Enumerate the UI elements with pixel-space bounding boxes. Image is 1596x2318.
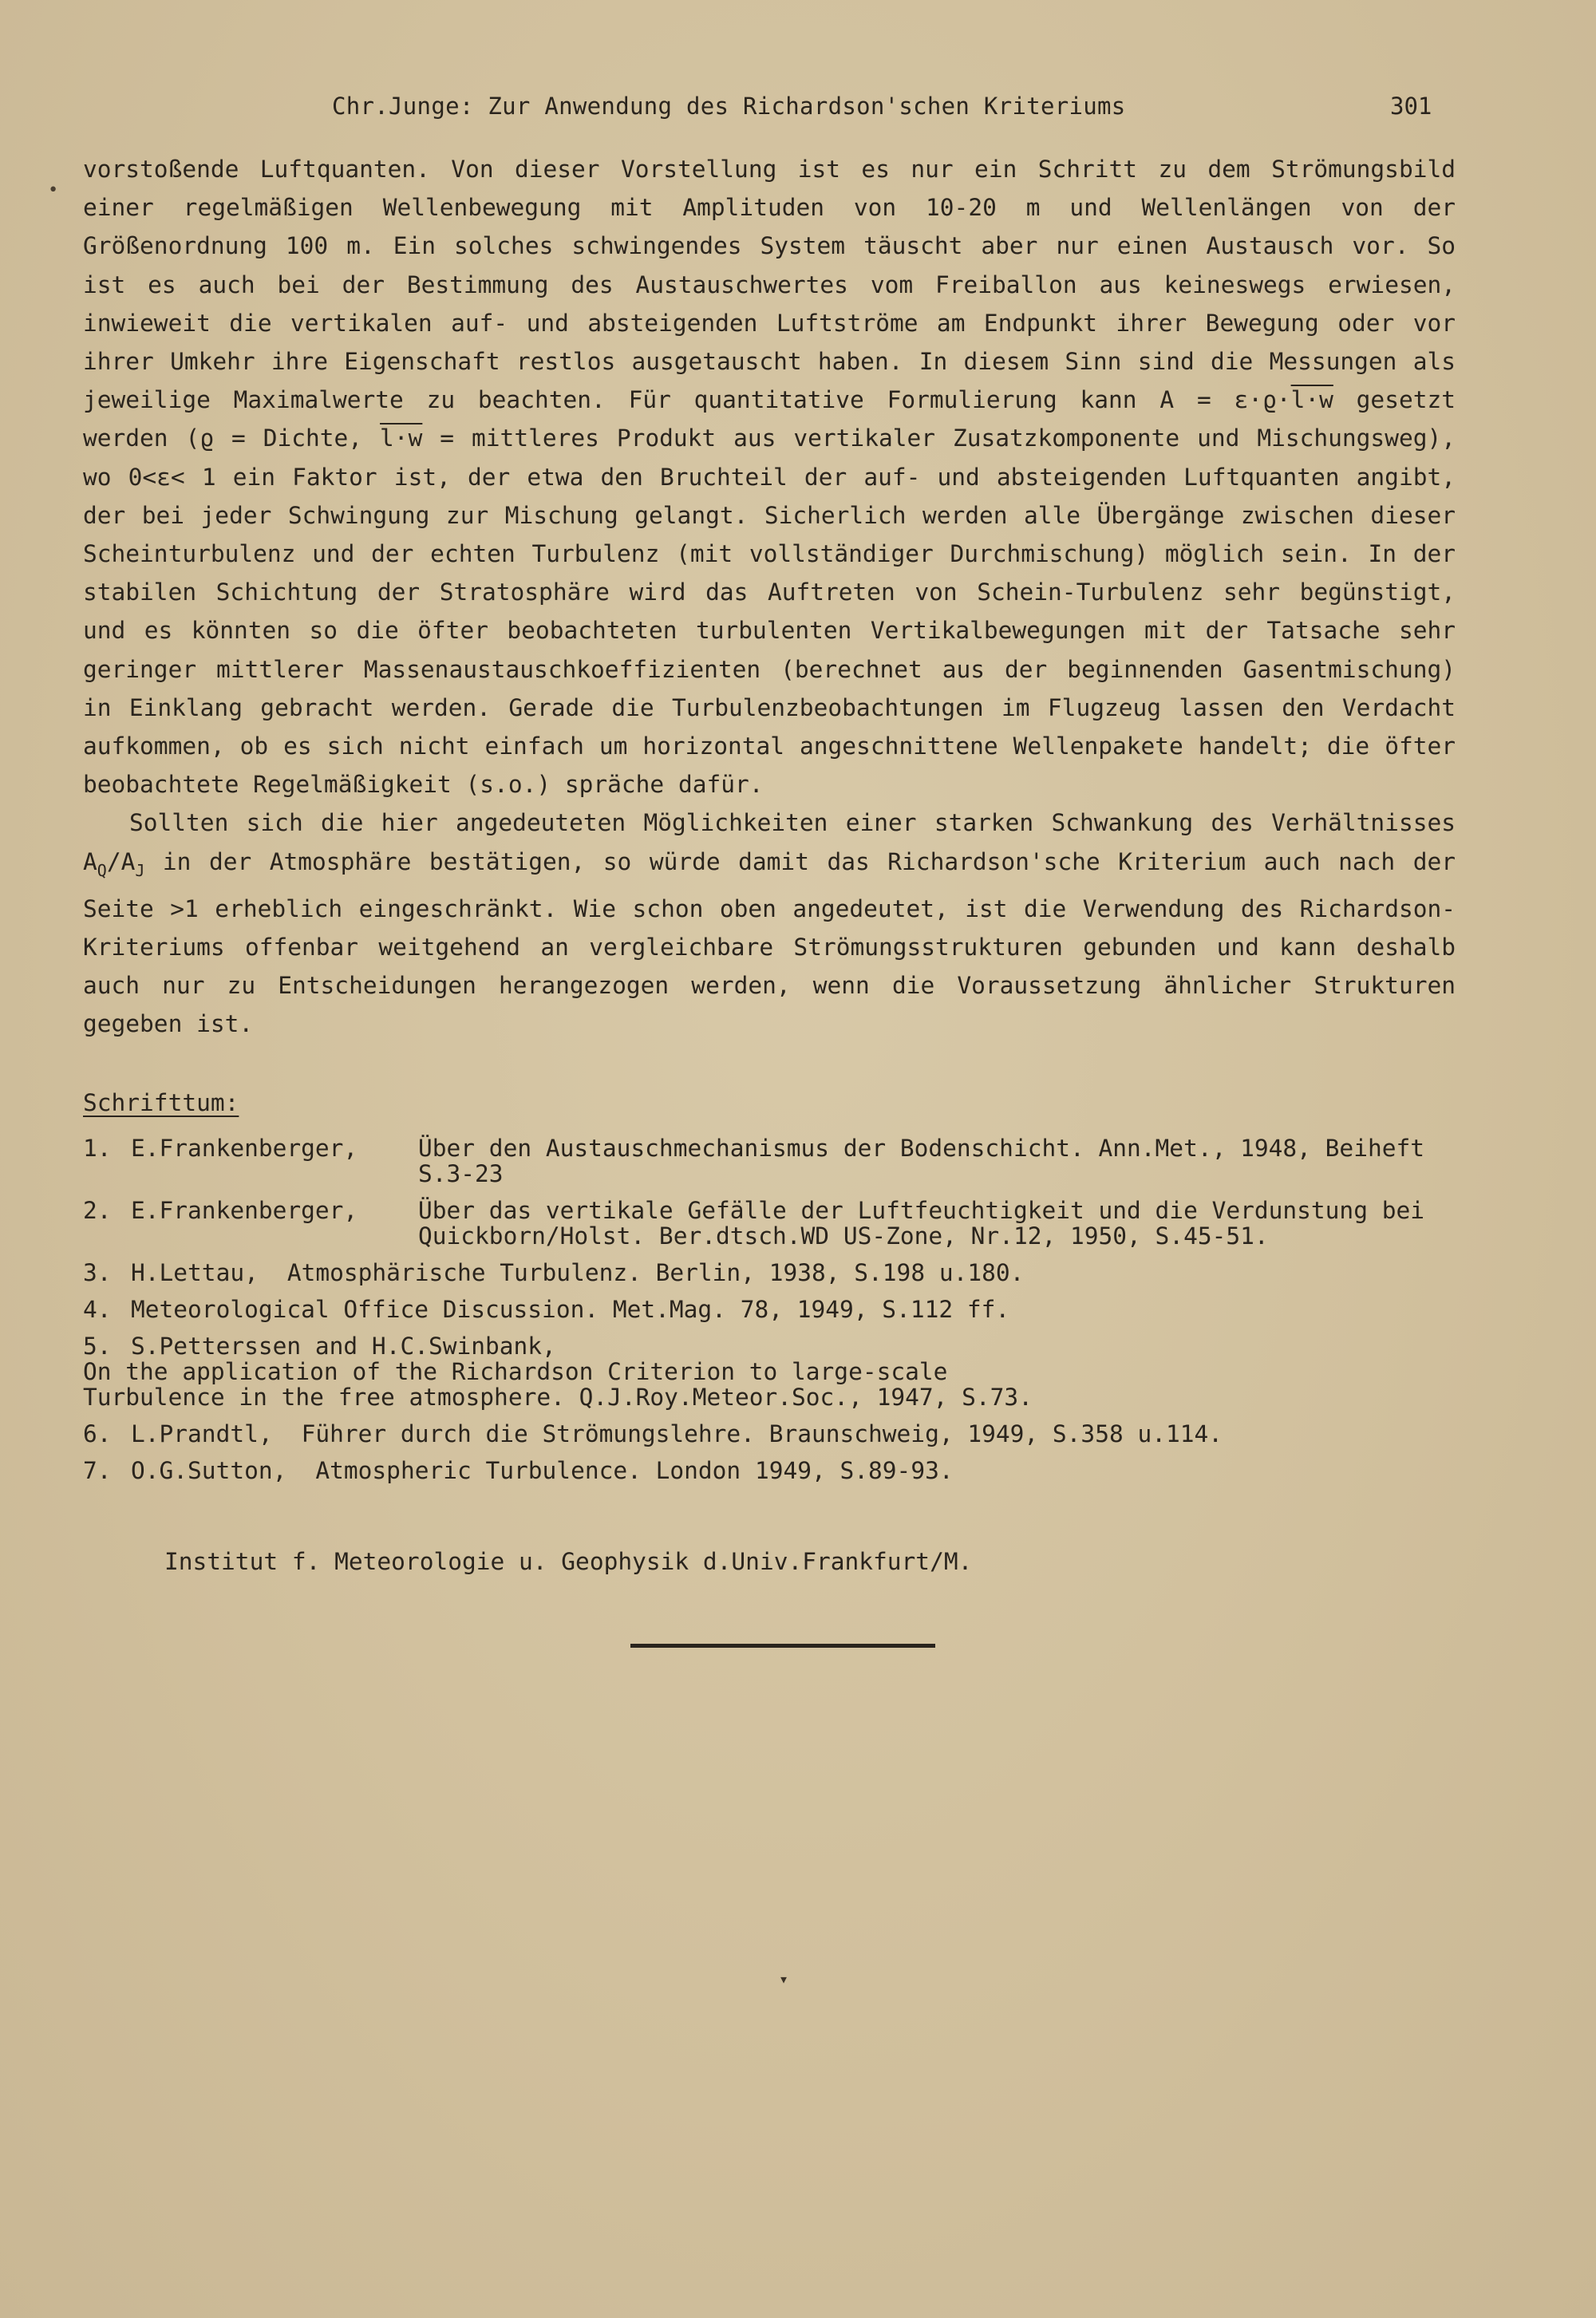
reference-number: 6. [83,1420,112,1447]
subscript-q: Q [97,860,107,880]
reference-text: Meteorological Office Discussion. Met.Mag. 78, 1949, S.112 ff. [131,1296,1010,1323]
reference-item [83,1135,1487,1187]
product-overline-1: l·w [1290,386,1333,414]
reference-author: E.Frankenberger, [131,1135,358,1162]
reference-item [83,1458,1487,1483]
subscript-j: J [135,860,145,880]
reference-number: 3. [83,1259,112,1286]
reference-author: S.Petterssen and H.C.Swinbank, [131,1333,556,1360]
paragraph-2-part-1: Sollten sich die hier angedeuteten Möglichkeiten einer starken Schwankung des Verhältnisses A [83,809,1456,875]
reference-number: 2. [83,1197,112,1224]
reference-item [83,1333,1487,1410]
end-rule [630,1644,935,1648]
margin-mark: • [48,180,59,200]
paragraph-1-part-3: = mittleres Produkt aus vertikaler Zusatzkomponente und Mischungsweg), wo 0<ε< 1 ein Faktor ist, der etwa den Bruchteil der auf- und absteigenden Luftquanten angibt, der bei jeder Schwingung zur Mischung gelangt. Sicherlich werden alle Übergänge zwischen dieser Scheinturbulenz und der echten Turbulenz (mit vollständiger Durchmischung) möglich sein. In der stabilen Schichtung der Stratosphäre wird das Auftreten von Schein-Turbulenz sehr begünstigt, und es könnten so die öfter beobachteten turbulenten Vertikalbewegungen mit der Tatsache sehr geringer mittlerer Massenaustauschkoeffizienten (berechnet aus der beginnenden Gasentmischung) in Einklang gebracht werden. Gerade die Turbulenzbeobachtungen im Flugzeug lassen den Verdacht aufkommen, ob es sich nicht einfach um horizontal angeschnittene Wellenpakete handelt; die öfter beobachtete Regelmäßigkeit (s.o.) spräche dafür. [83,425,1456,799]
page-number: 301 [1390,93,1432,120]
reference-text: Atmospheric Turbulence. London 1949, S.89-93. [315,1457,954,1484]
product-overline-2: l·w [380,425,423,452]
reference-item [83,1421,1487,1447]
institute-affiliation: Institut f. Meteorologie u. Geophysik d.Univ.Frankfurt/M. [164,1548,973,1575]
reference-number: 4. [83,1296,112,1323]
paragraph-2-part-2: in der Atmosphäre bestätigen, so würde damit das Richardson'sche Kriterium auch nach der Seite >1 erheblich eingeschränkt. Wie schon oben angedeutet, ist die Verwendung des Richardson-Kriteriums offenbar weitgehend an vergleichbare Strömungsstrukturen gebunden und kann deshalb auch nur zu Entscheidungen herangezogen werden, wenn die Voraussetzung ähnlicher Strukturen gegeben ist. [83,847,1456,1038]
references-heading: Schrifttum: [83,1089,239,1116]
paragraph-1 [83,150,1456,804]
reference-text: Über das vertikale Gefälle der Luftfeuchtigkeit und die Verdunstung bei Quickborn/Holst. Ber.dtsch.WD US-Zone, Nr.12, 1950, S.45-51. [418,1197,1424,1250]
ratio-slash: /A [106,847,136,875]
reference-author: E.Frankenberger, [131,1197,358,1224]
reference-text: Atmosphärische Turbulenz. Berlin, 1938, S.198 u.180. [286,1259,1025,1286]
reference-text: On the application of the Richardson Criterion to large-scale Turbulence in the free atmosphere. Q.J.Roy.Meteor.Soc., 1947, S.73. [83,1358,1033,1411]
running-header: Chr.Junge: Zur Anwendung des Richardson'schen Kriteriums [332,93,1126,120]
body-text [83,150,1456,1044]
references-section [83,1089,1487,1483]
reference-author: H.Lettau, [131,1259,259,1286]
reference-number: 1. [83,1135,112,1162]
paragraph-1-part-2: gesetzt werden (ϱ = Dichte, [83,386,1456,452]
paper-speck: ▾ [779,1969,789,1988]
reference-author: L.Prandtl, [131,1420,273,1447]
reference-item [83,1198,1487,1249]
reference-item [83,1297,1487,1322]
reference-number: 5. [83,1333,112,1360]
reference-text: Über den Austauschmechanismus der Bodenschicht. Ann.Met., 1948, Beiheft S.3-23 [418,1135,1424,1187]
paragraph-1-part-1: vorstoßende Luftquanten. Von dieser Vorstellung ist es nur ein Schritt zu dem Strömungsbild einer regelmäßigen Wellenbewegung mit Amplituden von 10-20 m und Wellenlängen von der Größenordnung 100 m. Ein solches schwingendes System täuscht aber nur einen Austausch vor. So ist es auch bei der Bestimmung des Austauschwertes vom Freiballon aus keineswegs erwiesen, inwieweit die vertikalen auf- und absteigenden Luftströme am Endpunkt ihrer Bewegung oder vor ihrer Umkehr ihre Eigenschaft restlos ausgetauscht haben. In diesem Sinn sind die Messungen als jeweilige Maximalwerte zu beachten. Für quantitative Formulierung kann A = ε·ϱ· [83,156,1456,414]
reference-number: 7. [83,1457,112,1484]
paragraph-2 [83,804,1456,1043]
reference-author: O.G.Sutton, [131,1457,287,1484]
reference-item [83,1260,1487,1285]
reference-text: Führer durch die Strömungslehre. Braunschweig, 1949, S.358 u.114. [301,1420,1223,1447]
